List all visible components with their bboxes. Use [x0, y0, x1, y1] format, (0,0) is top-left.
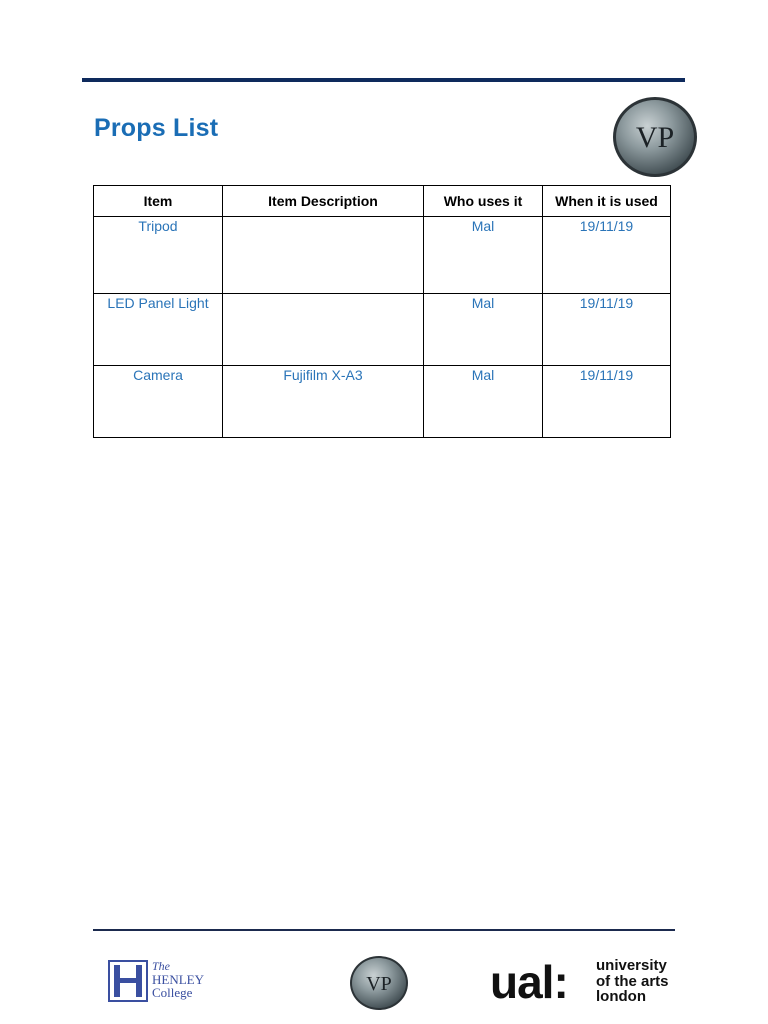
cell-description: Fujifilm X-A3 [223, 366, 424, 438]
vp-logo-text: VP [635, 121, 675, 154]
table-row [94, 366, 671, 438]
henley-h-icon [108, 960, 148, 1002]
props-table [93, 185, 671, 438]
henley-college: College [152, 985, 193, 1000]
ual-wordmark [596, 958, 669, 1005]
vp-footer-logo-text: VP [366, 973, 392, 995]
cell-who: Mal [424, 366, 543, 438]
ual-line-1: university [596, 957, 667, 974]
ual-line-2: of the arts [596, 972, 669, 990]
cell-description [223, 294, 424, 366]
header-when-it-is-used: When it is used [543, 186, 671, 217]
cell-when: 19/11/19 [543, 294, 671, 366]
henley-college-logo [108, 960, 208, 1004]
header-rule [82, 78, 685, 82]
cell-when: 19/11/19 [543, 366, 671, 438]
cell-item: LED Panel Light [94, 294, 223, 366]
cell-who: Mal [424, 294, 543, 366]
henley-the: The [152, 959, 170, 973]
table-row [94, 294, 671, 366]
table-header-row [94, 186, 671, 217]
henley-name: HENLEY [152, 972, 204, 987]
vp-logo [612, 96, 698, 178]
cell-item: Camera [94, 366, 223, 438]
ual-mark: ual: [490, 956, 568, 1008]
header-who-uses-it: Who uses it [424, 186, 543, 217]
table-row [94, 217, 671, 294]
header-item: Item [94, 186, 223, 217]
footer-rule [93, 929, 675, 931]
page-title: Props List [94, 114, 219, 142]
cell-when: 19/11/19 [543, 217, 671, 294]
header-item-description: Item Description [223, 186, 424, 217]
vp-footer-logo [349, 955, 409, 1011]
henley-wordmark [152, 960, 204, 999]
ual-line-3: london [596, 988, 646, 1005]
cell-item: Tripod [94, 217, 223, 294]
cell-who: Mal [424, 217, 543, 294]
cell-description [223, 217, 424, 294]
